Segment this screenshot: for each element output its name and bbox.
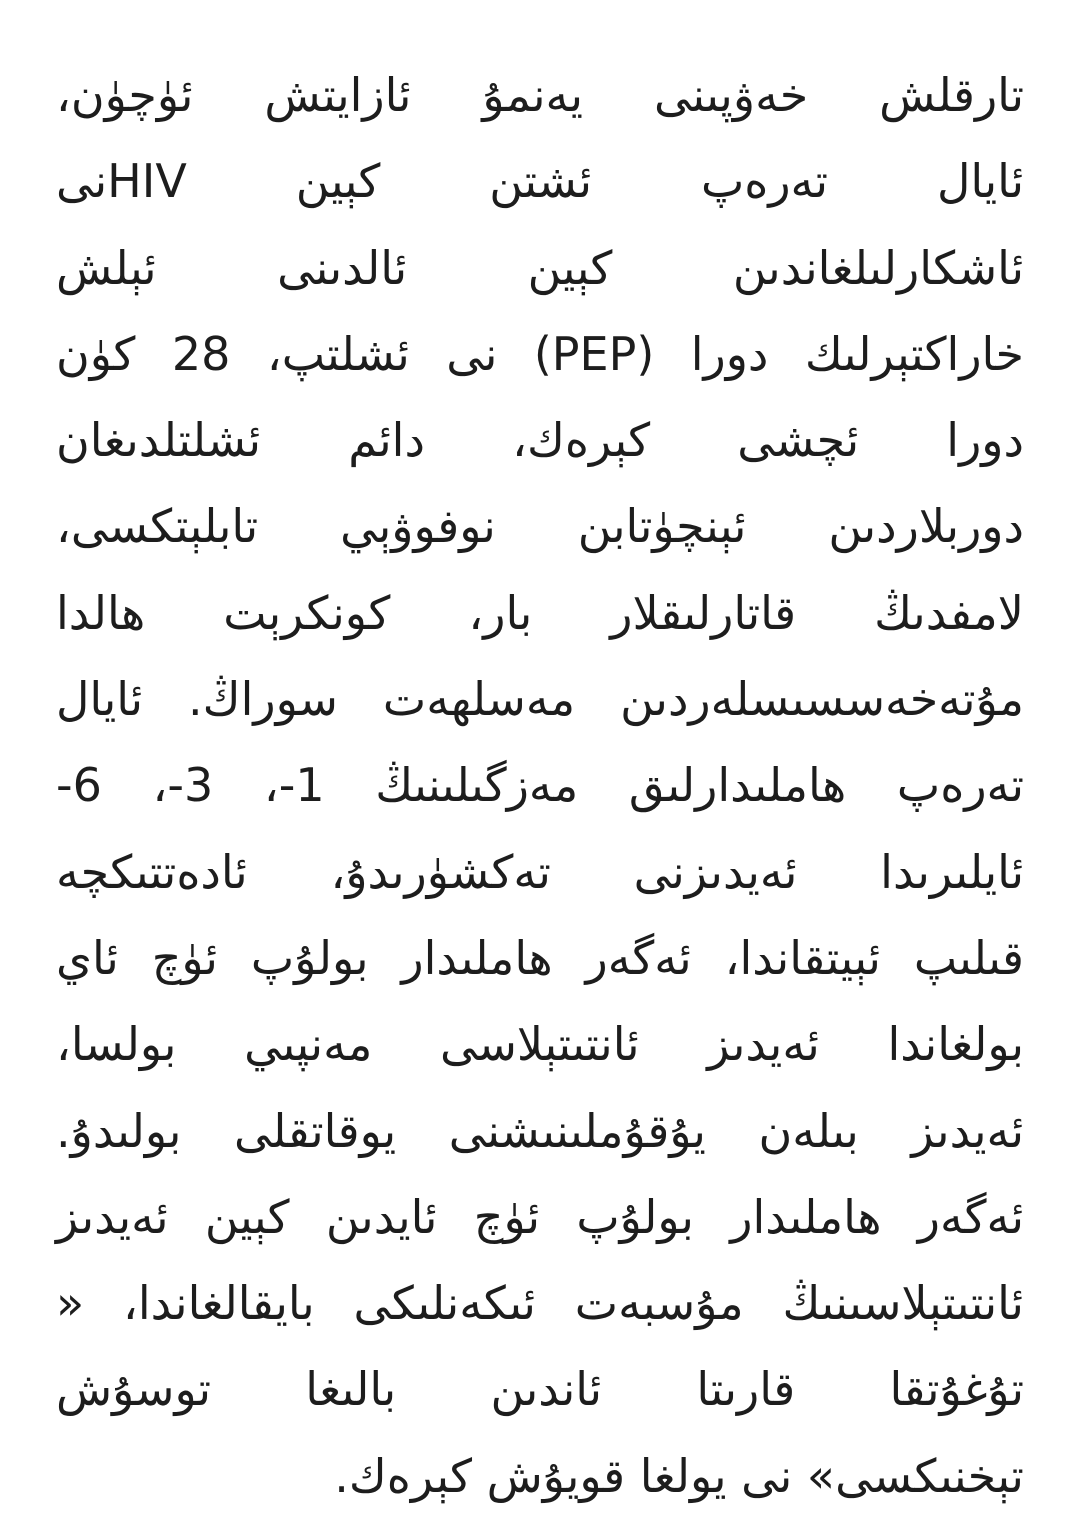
article-line: ئانتىتېلاسىنىڭ مۇسبەت ئىكەنلىكى بايقالغاندا، « [56, 1276, 1024, 1331]
article-line: ئايال تەرەپ ئشتن كېين HIVنى [56, 154, 1024, 209]
article-line: ئاشكارلىلغاندىن كېين ئالدىنى ئېلش [56, 240, 1024, 295]
article-line: قىلىپ ئېيتقاندا، ئەگەر هاملىدار بولۇپ ئۈچ ئاي [56, 930, 1024, 985]
article-line: ئايلىرىدا ئەيدىزنى تەكشۈرىدۇ، ئادەتتىكچە [56, 844, 1024, 899]
article-line: مۇتەخەسسىسلەردىن مەسلھەت سوراڭ. ئايال [56, 672, 1024, 727]
article-line: خاراكتېرلىك دورا (PEP) نى ئشلتپ، 28 كۈن [56, 326, 1024, 381]
article-line: دورا ئچشى كېرەك، دائم ئشلتلدىغان [56, 413, 1024, 468]
article-body [56, 52, 1024, 1519]
article-line-last: تېخنىكسى» نى يولغا قويۇش كېرەك. [334, 1448, 1024, 1503]
article-line: ئەگەر هاملىدار بولۇپ ئۈچ ئايدىن كېين ئەيدىز [56, 1189, 1024, 1244]
article-line: بولغاندا ئەيدىز ئانتىتېلاسى مەنپىي بولسا، [56, 1017, 1024, 1072]
article-line: تەرەپ هاملىدارلىق مەزگىلىنىڭ 1-، 3-، 6- [56, 758, 1024, 813]
article-line: لامفدىڭ قاتارلىقلار بار، كونكرېت هالدا [56, 585, 1024, 640]
article-line: تارقلش خەۋپىنى يەنمۇ ئازايتش ئۈچۈن، [56, 68, 1024, 122]
article-line: ئەيدىز بىلەن يۇقۇملىنىشنى يوقاتقلى بولىدۇ. [56, 1103, 1024, 1158]
article-line: تۇغۇتقا قارىتا ئاندىن بالىغا توسۇش [56, 1362, 1024, 1417]
article-line: دوربلاردىن ئېنچۈتابن نوفوۋېي تابلېتكسى، [56, 499, 1024, 554]
